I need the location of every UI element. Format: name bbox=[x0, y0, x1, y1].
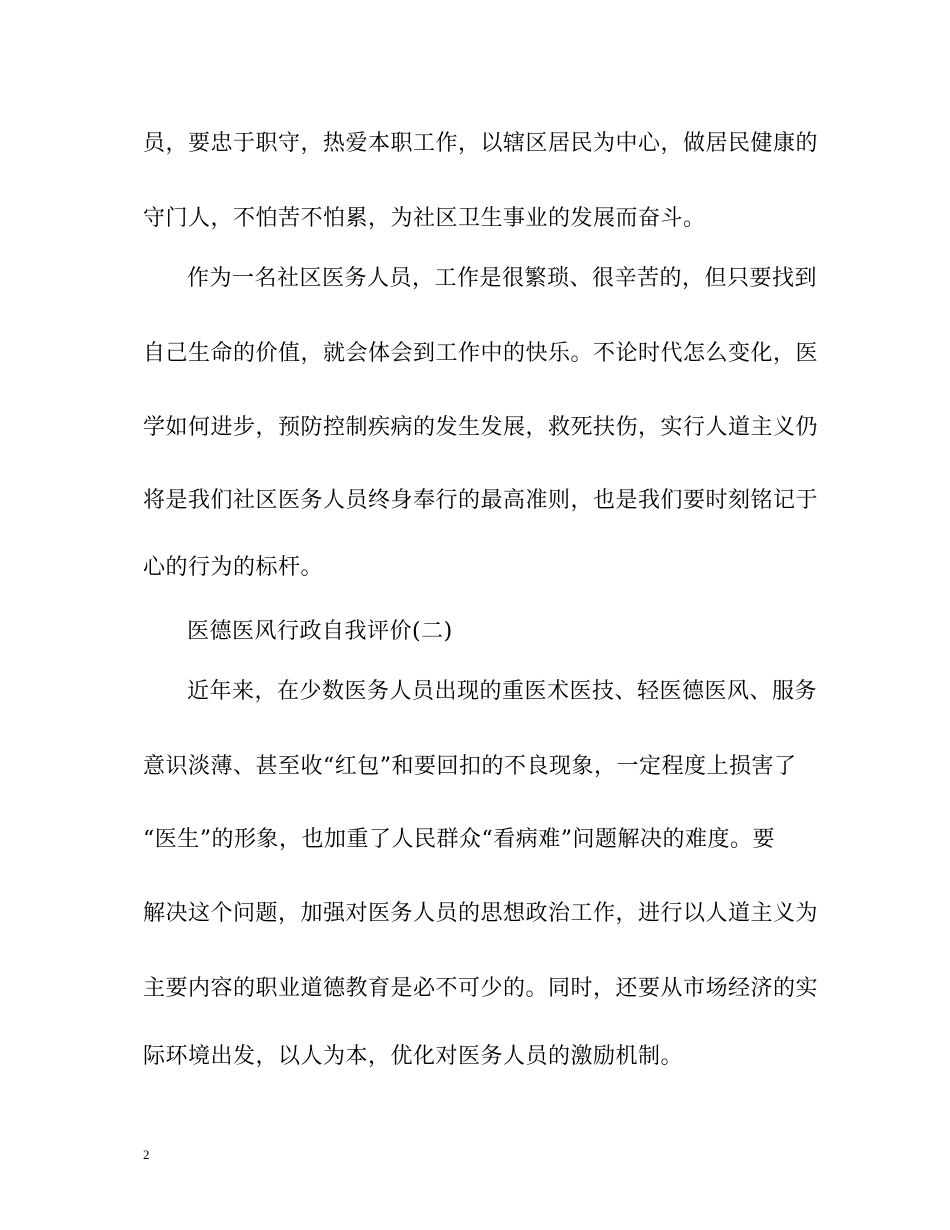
text-line: 意识淡薄、甚至收“红包”和要回扣的不良现象，一定程度上损害了 bbox=[143, 754, 797, 779]
text-line: 解决这个问题，加强对医务人员的思想政治工作，进行以人道主义为 bbox=[143, 901, 819, 926]
text-line: 心的行为的标杆。 bbox=[143, 555, 324, 580]
text-line: “医生”的形象，也加重了人民群众“看病难”问题解决的难度。要 bbox=[143, 827, 775, 852]
page-number: 2 bbox=[143, 1147, 150, 1162]
text-line: 守门人，不怕苦不怕累，为社区卫生事业的发展而奋斗。 bbox=[143, 206, 706, 231]
text-line: 主要内容的职业道德教育是必不可少的。同时，还要从市场经济的实 bbox=[143, 976, 819, 1001]
text-line: 近年来，在少数医务人员出现的重医术医技、轻医德医风、服务 bbox=[187, 679, 818, 704]
section-heading: 医德医风行政自我评价(二) bbox=[187, 619, 453, 644]
text-line: 自己生命的价值，就会体会到工作中的快乐。不论时代怎么变化，医 bbox=[143, 341, 819, 366]
text-line: 际环境出发，以人为本，优化对医务人员的激励机制。 bbox=[143, 1044, 684, 1069]
text-line: 学如何进步，预防控制疾病的发生发展，救死扶伤，实行人道主义仍 bbox=[143, 415, 819, 440]
text-line: 作为一名社区医务人员，工作是很繁琐、很辛苦的，但只要找到 bbox=[187, 266, 818, 291]
text-line: 将是我们社区医务人员终身奉行的最高准则，也是我们要时刻铭记于 bbox=[143, 488, 819, 513]
text-line: 员，要忠于职守，热爱本职工作，以辖区居民为中心，做居民健康的 bbox=[143, 131, 819, 156]
